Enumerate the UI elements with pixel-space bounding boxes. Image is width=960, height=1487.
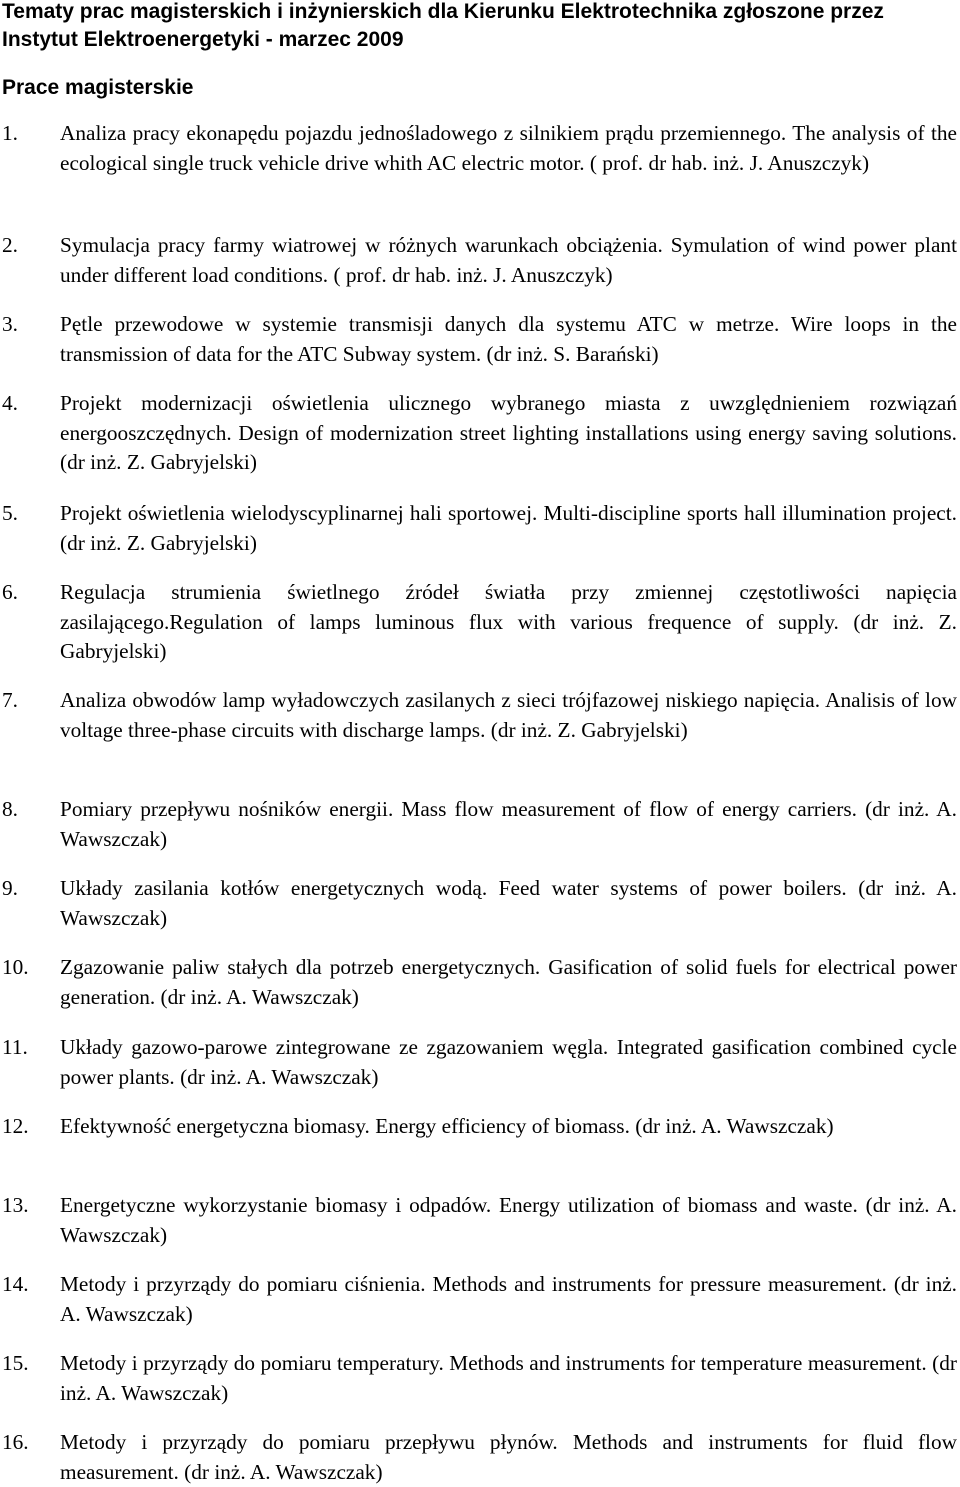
topic-number: 13.: [2, 1193, 29, 1217]
topic-text: Efektywność energetyczna biomasy. Energy efficiency of biomass. (dr inż. A. Wawszczak): [60, 1114, 834, 1138]
topic-text: Układy gazowo-parowe zintegrowane ze zgazowaniem węgla. Integrated gasification combined cycle power plants. (dr inż. A. Wawszczak): [60, 1035, 957, 1089]
topic-text: Symulacja pracy farmy wiatrowej w różnych warunkach obciążenia. Symulation of wind power plant under different load conditions. ( prof. dr hab. inż. J. Anuszczyk): [60, 233, 957, 287]
topic-text: Projekt oświetlenia wielodyscyplinarnej hali sportowej. Multi-discipline sports hall illumination project. (dr inż. Z. Gabryjelski): [60, 501, 957, 555]
topic-number: 9.: [2, 876, 18, 900]
topic-text: Metody i przyrządy do pomiaru temperatury. Methods and instruments for temperature measurement. (dr inż. A. Wawszczak): [60, 1351, 957, 1405]
topic-text: Analiza obwodów lamp wyładowczych zasilanych z sieci trójfazowej niskiego napięcia. Analisis of low voltage three-phase circuits with discharge lamps. (dr inż. Z. Gabryjelski): [60, 688, 957, 742]
topic-number: 11.: [2, 1035, 28, 1059]
topic-number: 6.: [2, 580, 18, 604]
topic-number: 12.: [2, 1114, 29, 1138]
topic-number: 15.: [2, 1351, 29, 1375]
section-heading: Prace magisterskie: [2, 76, 194, 99]
topic-number: 3.: [2, 312, 18, 336]
topic-number: 1.: [2, 121, 18, 145]
topic-text: Pomiary przepływu nośników energii. Mass flow measurement of flow of energy carriers. (dr inż. A. Wawszczak): [60, 797, 957, 851]
topic-text: Metody i przyrządy do pomiaru przepływu płynów. Methods and instruments for fluid flow measurement. (dr inż. A. Wawszczak): [60, 1430, 957, 1484]
topic-number: 2.: [2, 233, 18, 257]
topic-text: Projekt modernizacji oświetlenia ulicznego wybranego miasta z uwzględnieniem rozwiązań energooszczędnych. Design of modernization street lighting installations using energy saving solutions. (dr inż. Z. Gabryjelski): [60, 391, 957, 474]
topic-number: 10.: [2, 955, 29, 979]
topic-number: 16.: [2, 1430, 29, 1454]
topic-text: Pętle przewodowe w systemie transmisji danych dla systemu ATC w metrze. Wire loops in the transmission of data for the ATC Subway system. (dr inż. S. Barański): [60, 312, 957, 366]
topic-number: 4.: [2, 391, 18, 415]
topic-text: Metody i przyrządy do pomiaru ciśnienia. Methods and instruments for pressure measurement. (dr inż. A. Wawszczak): [60, 1272, 957, 1326]
topic-number: 5.: [2, 501, 18, 525]
topic-text: Układy zasilania kotłów energetycznych wodą. Feed water systems of power boilers. (dr inż. A. Wawszczak): [60, 876, 957, 930]
topic-number: 7.: [2, 688, 18, 712]
topic-text: Energetyczne wykorzystanie biomasy i odpadów. Energy utilization of biomass and waste. (dr inż. A. Wawszczak): [60, 1193, 957, 1247]
topic-text: Regulacja strumienia świetlnego źródeł światła przy zmiennej częstotliwości napięcia zasilającego.Regulation of lamps luminous flux with various frequence of supply. (dr inż. Z. Gabryjelski): [60, 580, 957, 663]
document-title: Tematy prac magisterskich i inżynierskich dla Kierunku Elektrotechnika zgłoszone przez Instytut Elektroenergetyki - marzec 2009: [2, 0, 884, 51]
topic-text: Analiza pracy ekonapędu pojazdu jednośladowego z silnikiem prądu przemiennego. The analysis of the ecological single truck vehicle drive whith AC electric motor. ( prof. dr hab. inż. J. Anuszczyk): [60, 121, 957, 175]
topic-text: Zgazowanie paliw stałych dla potrzeb energetycznych. Gasification of solid fuels for electrical power generation. (dr inż. A. Wawszczak): [60, 955, 957, 1009]
topic-number: 14.: [2, 1272, 29, 1296]
topic-number: 8.: [2, 797, 18, 821]
